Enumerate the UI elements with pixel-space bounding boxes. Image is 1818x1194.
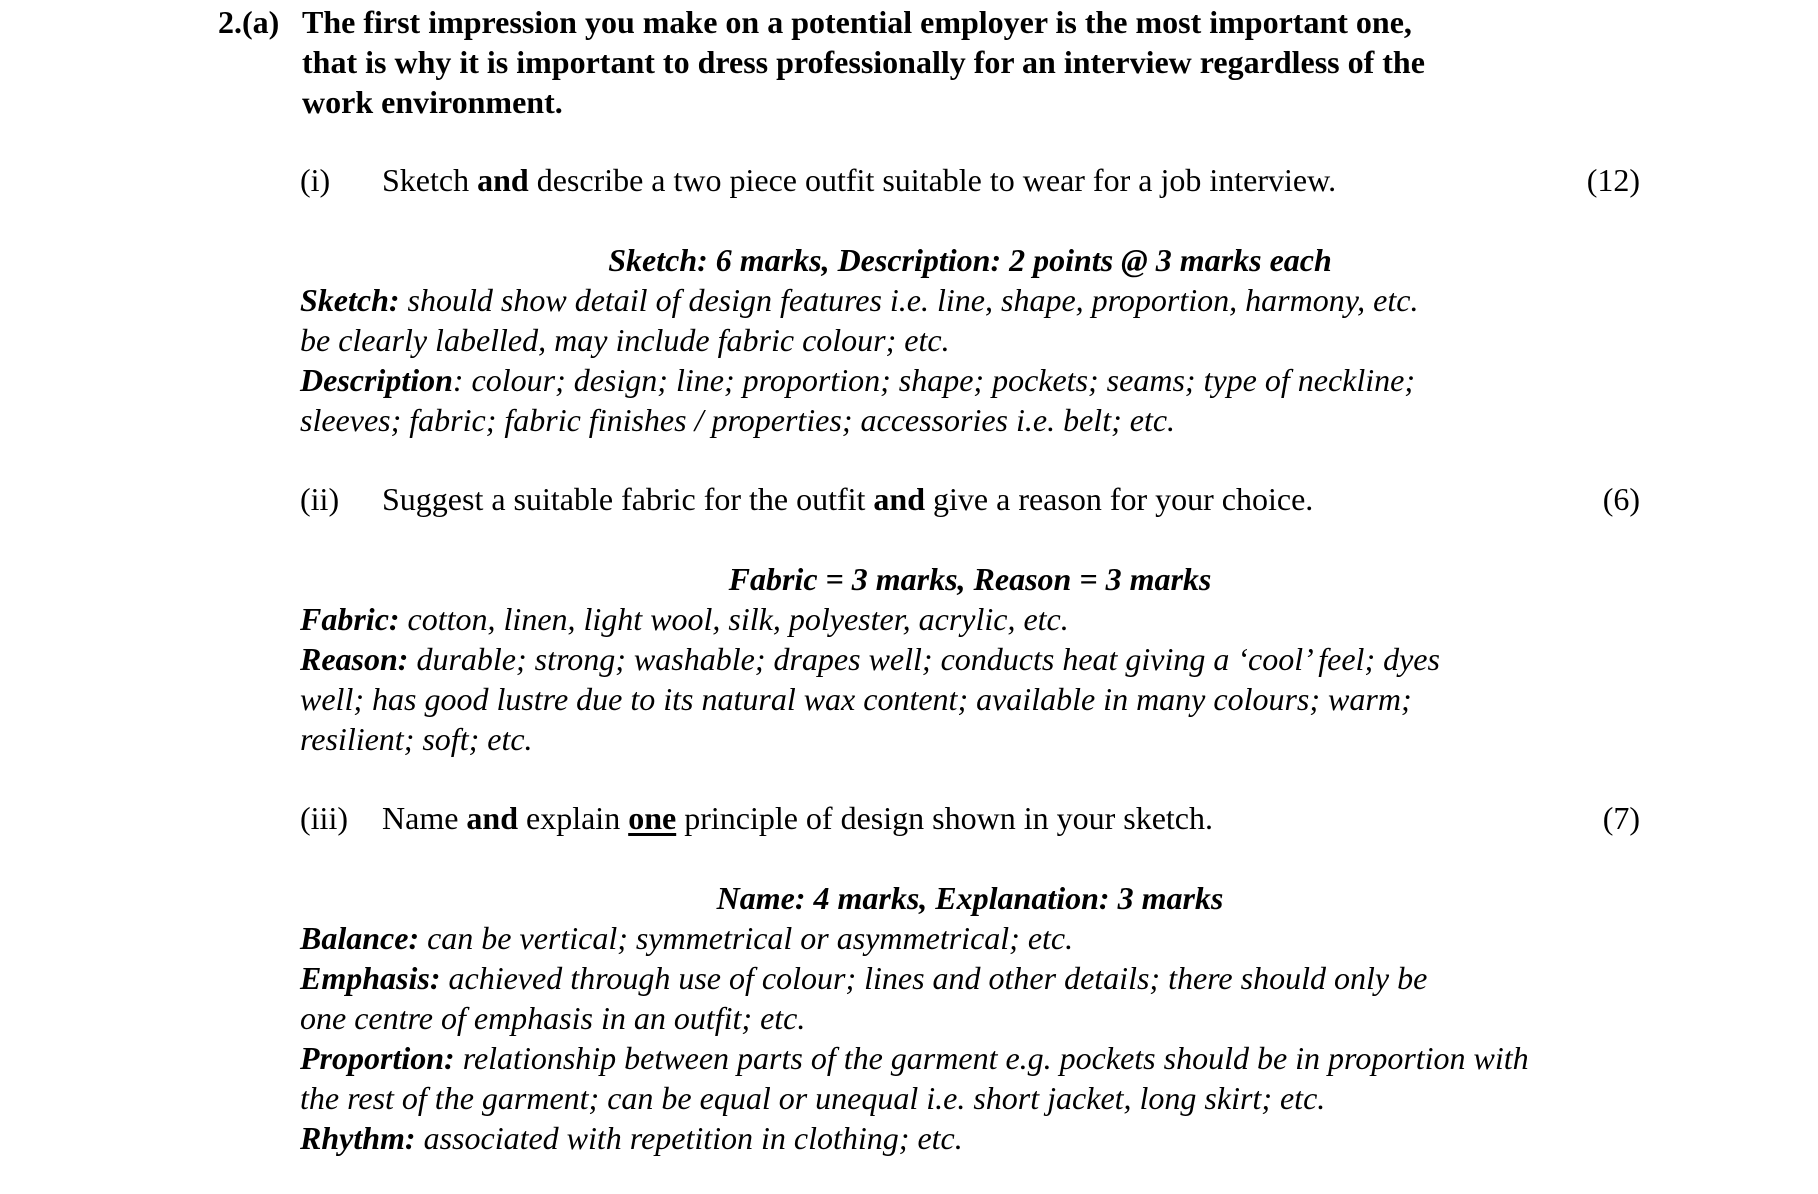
scheme-line: Rhythm: associated with repetition in clothing; etc. [300, 1120, 963, 1156]
part-number: (iii) [300, 800, 348, 836]
part-question: Suggest a suitable fabric for the outfit and give a reason for your choice. [382, 481, 1314, 517]
scheme-line: resilient; soft; etc. [300, 721, 533, 757]
scheme-line: be clearly labelled, may include fabric colour; etc. [300, 322, 950, 358]
scheme-line: one centre of emphasis in an outfit; etc. [300, 1000, 806, 1036]
scheme-line: Proportion: relationship between parts of the garment e.g. pockets should be in proportion with [300, 1040, 1529, 1076]
part-marks: (6) [1602, 481, 1640, 517]
part-number: (ii) [300, 481, 340, 517]
scheme-line: well; has good lustre due to its natural wax content; available in many colours; warm; [300, 681, 1412, 717]
scheme-heading: Sketch: 6 marks, Description: 2 points @ 3 marks each [608, 242, 1332, 278]
stem-line: The first impression you make on a potential employer is the most important one, [302, 4, 1412, 40]
marking-scheme-iii [300, 878, 1640, 1158]
scheme-heading: Name: 4 marks, Explanation: 3 marks [716, 880, 1224, 916]
scheme-line: Balance: can be vertical; symmetrical or asymmetrical; etc. [300, 920, 1074, 956]
scheme-line: sleeves; fabric; fabric finishes / properties; accessories i.e. belt; etc. [300, 402, 1176, 438]
marking-scheme-i [300, 240, 1640, 440]
stem-line: that is why it is important to dress professionally for an interview regardless of the [302, 44, 1425, 80]
scheme-line: Fabric: cotton, linen, light wool, silk, polyester, acrylic, etc. [300, 601, 1069, 637]
part-marks: (7) [1602, 800, 1640, 836]
question-stem-text [302, 2, 1602, 122]
stem-line: work environment. [302, 84, 563, 120]
scheme-heading: Fabric = 3 marks, Reason = 3 marks [728, 561, 1212, 597]
part-marks: (12) [1586, 162, 1640, 198]
scheme-line: Sketch: should show detail of design features i.e. line, shape, proportion, harmony, etc. [300, 282, 1419, 318]
scheme-line: the rest of the garment; can be equal or unequal i.e. short jacket, long skirt; etc. [300, 1080, 1326, 1116]
scheme-line: Reason: durable; strong; washable; drapes well; conducts heat giving a ‘cool’ feel; dyes [300, 641, 1440, 677]
marking-scheme-ii [300, 559, 1640, 759]
part-question: Sketch and describe a two piece outfit suitable to wear for a job interview. [382, 162, 1337, 198]
scheme-line: Emphasis: achieved through use of colour; lines and other details; there should only be [300, 960, 1428, 996]
part-number: (i) [300, 162, 331, 198]
part-question: Name and explain one principle of design shown in your sketch. [382, 800, 1213, 836]
scheme-line: Description: colour; design; line; proportion; shape; pockets; seams; type of neckline; [300, 362, 1415, 398]
question-number: 2.(a) [218, 4, 280, 40]
